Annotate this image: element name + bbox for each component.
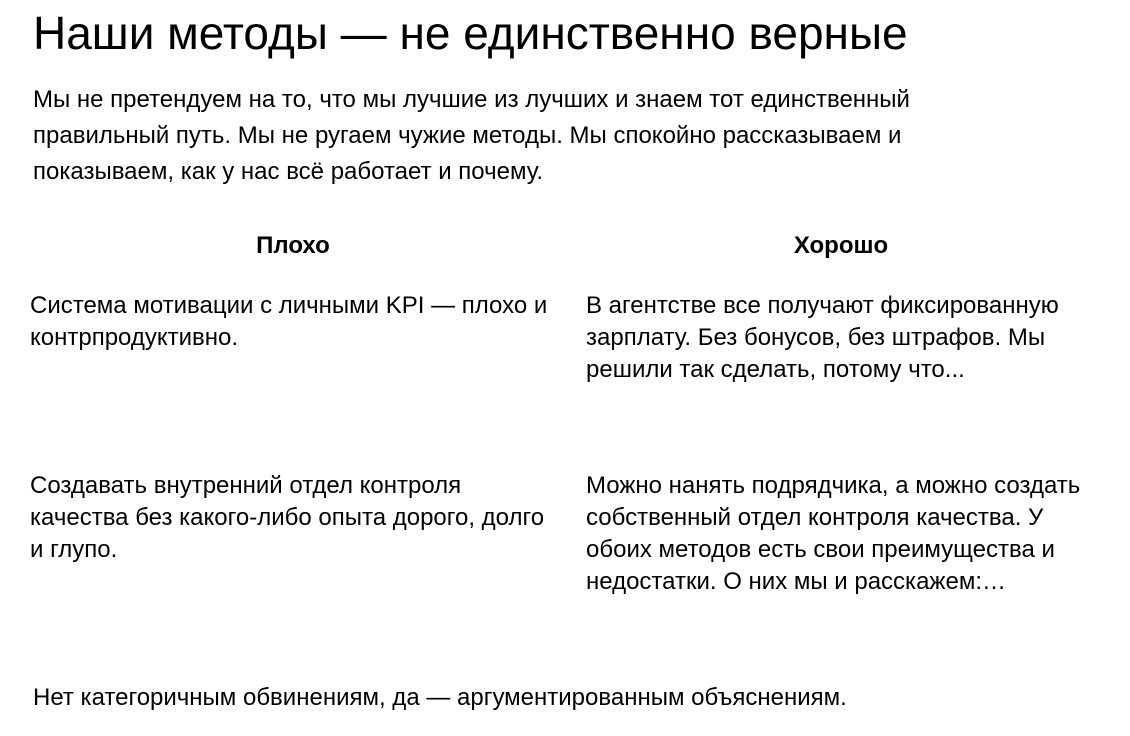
footer-note: Нет категоричным обвинениям, да — аргументированным объяснениям. <box>33 684 847 711</box>
column-header-good: Хорошо <box>793 232 889 259</box>
bad-example-2: Создавать внутренний отдел контроля качества без какого-либо опыта дорого, долго и глупо. <box>30 472 545 563</box>
good-example-2: Можно нанять подрядчика, а можно создать собственный отдел контроля качества. У обоих методов есть свои преимущества и недостатки. О них мы и расскажем:… <box>586 472 1081 595</box>
column-header-bad: Плохо <box>256 232 330 259</box>
page-title: Наши методы — не единственно верные <box>33 7 908 59</box>
intro-paragraph: Мы не претендуем на то, что мы лучшие из лучших и знаем тот единственный правильный путь. Мы не ругаем чужие методы. Мы спокойно рассказываем и показываем, как у нас всё работает и почему. <box>33 86 910 185</box>
bad-example-1: Система мотивации с личными KPI — плохо и контрпродуктивно. <box>30 292 548 351</box>
good-example-1: В агентстве все получают фиксированную зарплату. Без бонусов, без штрафов. Мы решили так сделать, потому что... <box>586 292 1059 383</box>
